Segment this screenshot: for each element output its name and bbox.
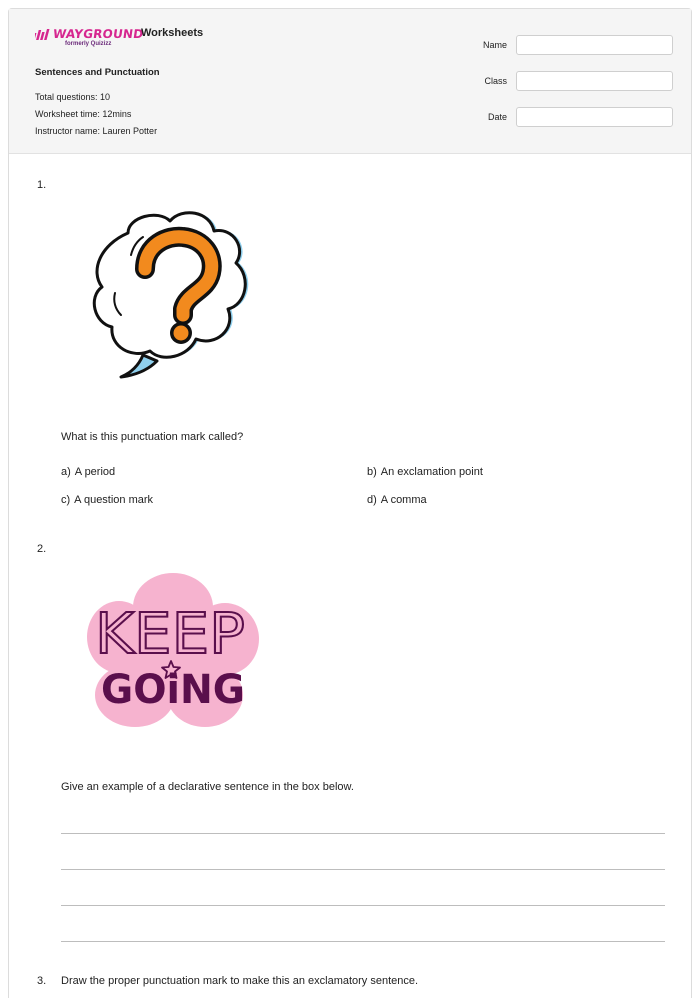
total-questions: Total questions: 10 (35, 92, 111, 102)
date-label: Date (487, 112, 507, 122)
question-1-number: 1. (37, 179, 47, 191)
worksheet (8, 8, 692, 998)
class-label: Class (484, 76, 507, 86)
name-field-row (443, 35, 673, 55)
question-mark-cloud-icon (91, 205, 253, 381)
answer-line-1[interactable] (61, 833, 665, 834)
option-letter: b) (367, 466, 377, 478)
class-field-row (443, 71, 673, 91)
question-1-text: What is this punctuation mark called? (61, 431, 244, 443)
question-3-text: Draw the proper punctuation mark to make this an exclamatory sentence. (61, 975, 419, 987)
question-1-option-c[interactable] (61, 494, 153, 506)
question-3-number: 3. (37, 975, 47, 987)
wayground-logo-icon (35, 29, 51, 41)
keep-text: KEEP (95, 602, 245, 667)
answer-line-2[interactable] (61, 869, 665, 870)
option-text: A period (74, 466, 116, 478)
question-1-option-a[interactable] (61, 466, 115, 478)
question-2-text: Give an example of a declarative sentence in the box below. (61, 781, 354, 793)
worksheet-header (9, 9, 691, 154)
brand-name: WAYGROUND (52, 27, 145, 41)
option-text: A comma (380, 494, 427, 506)
question-1-option-d[interactable] (367, 494, 427, 506)
worksheet-meta (35, 67, 160, 142)
product-name: Worksheets (141, 27, 204, 39)
date-field-row (443, 107, 673, 127)
name-field[interactable] (516, 35, 673, 55)
date-field[interactable] (516, 107, 673, 127)
worksheet-time: Worksheet time: 12mins (35, 109, 132, 119)
student-fields (443, 35, 673, 143)
keep-going-flower-image (85, 569, 261, 731)
option-letter: c) (61, 494, 71, 506)
name-label: Name (482, 40, 507, 50)
answer-line-4[interactable] (61, 941, 665, 942)
worksheet-title: Sentences and Punctuation (35, 67, 160, 78)
option-text: A question mark (74, 494, 154, 506)
option-letter: a) (61, 466, 71, 478)
answer-line-3[interactable] (61, 905, 665, 906)
class-field[interactable] (516, 71, 673, 91)
option-letter: d) (367, 494, 377, 506)
option-text: An exclamation point (380, 466, 483, 478)
brand-subtitle: formerly Quizizz (65, 41, 112, 47)
question-1-option-b[interactable] (367, 466, 483, 478)
question-2-number: 2. (37, 543, 47, 555)
going-text: GOiNG (101, 667, 245, 713)
instructor-name: Instructor name: Lauren Potter (35, 126, 158, 136)
